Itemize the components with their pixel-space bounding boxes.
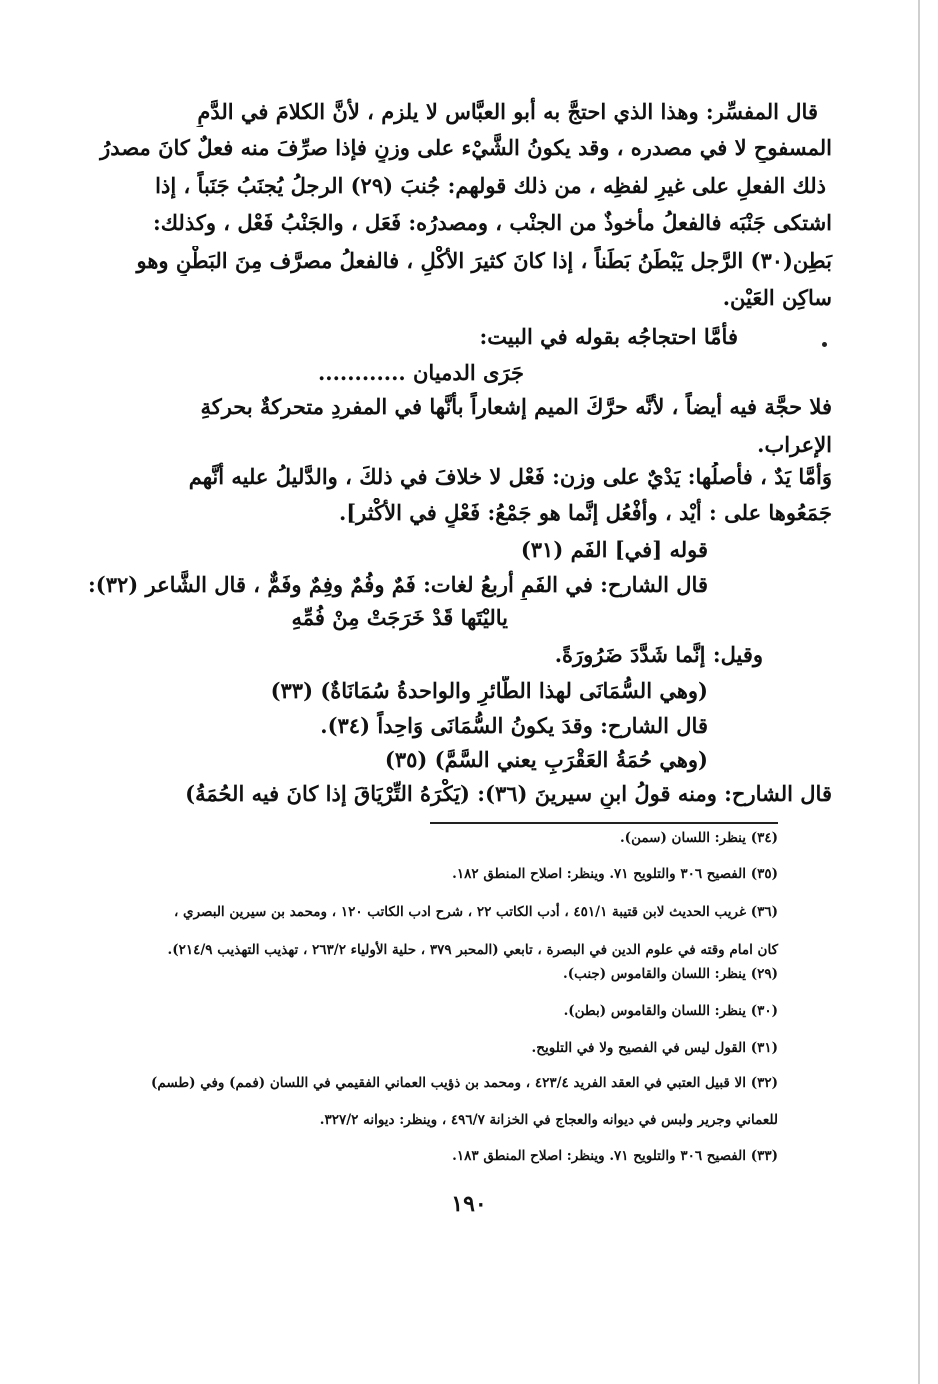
footnote-separator [430, 822, 778, 824]
body-line-3: ذلك الفعلِ على غيرِ لفظِه ، من ذلك قولهم: جُنبَ (٢٩) الرجلُ يُجنَبُ جَنَباً ، إذا [155, 173, 826, 198]
body-line-20: قال الشارح: ومنه قولُ ابنِ سيرينَ (٣٦): (يَكْرَهُ التِّرْيَاقَ إذا كانَ فيه الحُمَةُ) [185, 781, 832, 806]
body-line-16: وقيل: إنَّما شَدَّدَ ضَرُورَةً. [554, 642, 763, 667]
footnote-32-cont: للعماني وجرير ولبس في ديوانه والعجاج في الخزانة ٤٩٦/٧ ، وينظر: ديوانه ٣٢٧/٢. [319, 1112, 778, 1128]
verse-line: ياليْتَها قَدْ خَرَجَتْ مِنْ فُمِّهِ [291, 605, 508, 630]
footnote-35: (٣٥) الفصيح ٣٠٦ والتلويح ٧١. وينظر: اصلاح المنطق ١٨٢. [452, 866, 778, 882]
body-line-5: بَطِن(٣٠) الرَّجل يَبْطَنُ بَطَناً ، إذا كانَ كثيرَ الأكْلِ ، فالفعلُ مصرَّف مِنَ البَطْنِ وهو [136, 248, 832, 273]
footnote-34: (٣٤) ينظر: اللسان (سمن). [619, 830, 778, 846]
footnote-36: (٣٦) غريب الحديث لابن قتيبة ٤٥١/١ ، أدب الكاتب ٢٢ ، شرح ادب الكاتب ١٢٠ ، ومحمد بن سيرين البصري ، [173, 904, 778, 920]
page-number: ١٩٠ [451, 1191, 487, 1217]
body-line-4: اشتكى جَنْبَه فالفعلُ مأخوذٌ من الجنْب ، ومصدرُه: فَعَل ، والجَنْبُ فَعْل ، وكذلك: [152, 210, 832, 235]
body-line-10: الإعراب. [757, 432, 832, 457]
body-line-2: المسفوحِ لا في مصدره ، وقد يكونُ الشَّيْء على وزنٍ فإذا صرِّفَ منه فعلٌ كانَ مصدرُ [100, 135, 832, 160]
footnote-36-cont: كان امام وقته في علوم الدين في البصرة ، تابعي (المحبر ٣٧٩ ، حلية الأولياء ٢٦٣/٢ ، تهذيب التهذيب ٢١٤/٩). [167, 942, 778, 958]
footnote-33: (٣٣) الفصيح ٣٠٦ والتلويح ٧١. وينظر: اصلاح المنطق ١٨٣. [452, 1148, 778, 1164]
body-line-12: جَمَعُوها على : أيْد ، وأفْعُل إنَّما هو جَمْعُ: فَعْلٍ في الأكْثر]. [338, 500, 832, 525]
footnote-29: (٢٩) ينظر: اللسان والقاموس (جنب). [563, 966, 778, 982]
body-line-14: قال الشارح: في الفَمِ أربعُ لغات: فَمٌ وفُمٌ وفِمٌ وفَمٌّ ، قال الشَّاعر (٣٢): [87, 572, 708, 597]
body-line-9: فلا حجَّة فيه أيضاً ، لأنَّه حرَّكَ الميم إشعاراً بأنَّها في المفردِ متحركةٌ بحركةِ [200, 394, 832, 419]
body-line-7: فأمَّا احتجاجُه بقوله في البيت: [479, 324, 738, 349]
body-line-13: قوله [في] الفَم (٣١) [520, 537, 708, 562]
body-line-17: (وهي السُّمَانَى لهذا الطَّائرِ والواحدةُ سُمَانَاةٌ) (٣٣) [270, 678, 708, 703]
footnote-30: (٣٠) ينظر: اللسان والقاموس (بطن). [563, 1003, 778, 1019]
body-line-1: قال المفسِّر: وهذا الذي احتجَّ به أبو العبَّاس لا يلزم ، لأنَّ الكلامَ في الدَّمِ [197, 99, 818, 124]
footnote-31: (٣١) القول ليس في الفصيح ولا في التلويح. [531, 1040, 778, 1056]
verse-fragment: جَرَى الدميان ............ [317, 360, 524, 385]
body-line-19: (وهي حُمَةُ العَقْرَبِ يعني السَّمَّ) (٣٥) [384, 747, 708, 772]
footnote-32: (٣٢) الا قبيل العتبي في العقد الفريد ٤٢٣/٤ ، ومحمد بن ذؤيب العماني الفقيمي في اللسان (فمم) وفي (طسم) [150, 1075, 778, 1091]
body-line-11: وَأمَّا يَدٌ ، فأصلُها: يَدْيٌ على وزن: فَعْل لا خلافَ في ذلكَ ، والدَّليلُ عليه أنَّهم [188, 464, 832, 489]
body-line-6: ساكِن العَيْن. [722, 285, 832, 310]
body-line-18: قال الشارح: وقدَ يكونُ السُّمَانَى وَاحِداً (٣٤). [320, 713, 708, 738]
